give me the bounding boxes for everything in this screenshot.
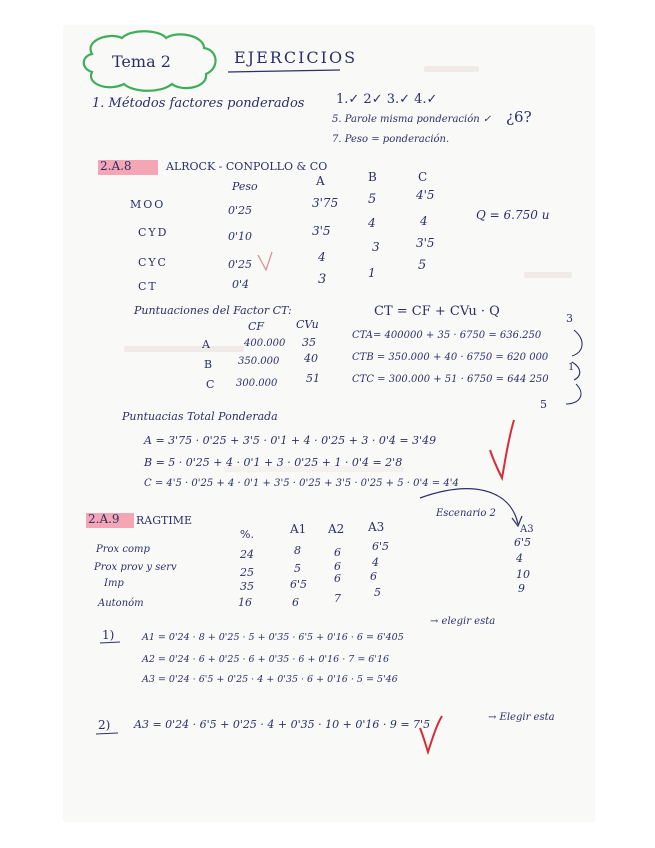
ex28-row-peso: 0'10 xyxy=(228,230,253,243)
ex28-cf-row-cf: 350.000 xyxy=(238,356,280,367)
ex28-row-name: CYC xyxy=(138,256,168,269)
ex29-p2-a3: A3 = 0'24 · 6'5 + 0'25 · 4 + 0'35 · 10 + 0'16 · 9 = 7'5 xyxy=(134,718,431,731)
ex29-p1-num: 1) xyxy=(102,628,115,642)
ex29-head-a3b: A3 xyxy=(520,524,534,535)
ex28-cf-row-cvu: 51 xyxy=(306,372,320,385)
ex28-row-a: 4 xyxy=(318,250,326,264)
ex28-formula: CT = CF + CVu · Q xyxy=(374,304,500,319)
ex28-cf-row-cvu: 40 xyxy=(304,352,318,365)
ex28-head-c: C xyxy=(418,170,428,184)
ex29-row-a2: 6 xyxy=(334,572,341,585)
section1-checks: 1.✓ 2✓ 3.✓ 4.✓ xyxy=(336,92,438,107)
ex29-row-pct: 35 xyxy=(240,580,254,593)
ex29-row-name: Prox prov y serv xyxy=(94,562,177,573)
ex28-row-c: 3'5 xyxy=(416,236,435,250)
section1-note7: 7. Peso = ponderación. xyxy=(332,134,450,145)
ex29-row-a1: 5 xyxy=(294,562,301,575)
ex28-row-a: 3'5 xyxy=(312,224,331,238)
ex28-row-peso: 0'4 xyxy=(232,278,250,291)
ex28-cf-row-name: B xyxy=(204,358,213,371)
ex28-row-a: 3'75 xyxy=(312,196,339,210)
ex29-p1-a3: A3 = 0'24 · 6'5 + 0'25 · 4 + 0'35 · 6 + 0'16 · 5 = 5'46 xyxy=(142,674,398,685)
ex28-total-title: Puntuacias Total Ponderada xyxy=(122,410,278,423)
ex29-row-a3: 6 xyxy=(370,570,377,583)
ex28-row-peso: 0'25 xyxy=(228,258,253,271)
ex29-row-a2: 6 xyxy=(334,560,341,573)
ex28-ct-c: CTC = 300.000 + 51 · 6750 = 644 250 xyxy=(352,374,549,385)
ex28-q-value: Q = 6.750 u xyxy=(476,208,550,222)
ex29-p2-note: → Elegir esta xyxy=(488,712,555,723)
ex28-row-b: 5 xyxy=(368,192,377,207)
ex28-rank-5: 5 xyxy=(540,398,547,411)
ex28-row-a: 3 xyxy=(318,272,327,287)
ex29-row-name: Imp xyxy=(104,578,124,589)
ex28-row-b: 1 xyxy=(368,266,376,280)
section1-question: ¿6? xyxy=(506,108,532,126)
ex29-head-a3: A3 xyxy=(368,520,385,534)
ex28-row-c: 5 xyxy=(418,258,427,273)
ex29-row-a3b: 6'5 xyxy=(514,536,532,549)
ex29-row-a1: 6'5 xyxy=(290,578,308,591)
section1-label: 1. Métodos factores ponderados xyxy=(92,96,305,111)
bubble-text: Tema 2 xyxy=(112,52,171,71)
ex29-title: RAGTIME xyxy=(136,514,192,527)
ex29-row-a2: 6 xyxy=(334,546,341,559)
ex28-tag: 2.A.8 xyxy=(100,159,132,173)
ex28-cf-row-cf: 400.000 xyxy=(244,338,286,349)
ex28-row-c: 4'5 xyxy=(416,188,435,202)
ex29-head-pct: %. xyxy=(240,528,254,541)
ex29-escenario: Escenario 2 xyxy=(436,508,496,519)
ex29-row-a3: 4 xyxy=(372,556,379,569)
ex28-total-b: B = 5 · 0'25 + 4 · 0'1 + 3 · 0'25 + 1 · 0'4 = 2'8 xyxy=(144,456,403,469)
underline-p2 xyxy=(96,733,118,734)
ex28-cf-row-cf: 300.000 xyxy=(236,378,278,389)
ex28-row-b: 4 xyxy=(368,216,376,230)
red-check-icon xyxy=(490,420,514,478)
ex28-cf-row-cvu: 35 xyxy=(302,336,316,349)
ex28-total-a: A = 3'75 · 0'25 + 3'5 · 0'1 + 4 · 0'25 + 3 · 0'4 = 3'49 xyxy=(144,434,437,447)
ex28-rank-3: 3 xyxy=(566,312,573,325)
ex29-p1-a2: A2 = 0'24 · 6 + 0'25 · 6 + 0'35 · 6 + 0'16 · 7 = 6'16 xyxy=(142,654,390,665)
ex28-head-a: A xyxy=(316,174,325,188)
ex28-head-peso: Peso xyxy=(232,180,258,193)
ex28-row-name: CT xyxy=(138,280,158,293)
ex29-head-a2: A2 xyxy=(328,522,345,536)
ex29-p2-num: 2) xyxy=(98,718,111,732)
ex29-row-pct: 25 xyxy=(240,566,254,579)
ex28-title: ALROCK - CONPOLLO & CO xyxy=(166,160,328,173)
arrow-rank-1 xyxy=(572,330,582,356)
small-check-mark xyxy=(258,252,272,270)
ex29-p1-a1-note: → elegir esta xyxy=(430,616,496,627)
ex28-row-b: 3 xyxy=(372,240,380,254)
ex29-row-name: Prox comp xyxy=(96,544,150,555)
ex29-head-a1: A1 xyxy=(290,522,307,536)
section1-note5: 5. Parole misma ponderación ✓ xyxy=(332,114,492,125)
ex29-p1-a1: A1 = 0'24 · 8 + 0'25 · 5 + 0'35 · 6'5 + 0'16 · 6 = 6'405 xyxy=(142,632,404,643)
arrow-rank-3 xyxy=(566,384,581,404)
ex29-row-a1: 6 xyxy=(292,596,299,609)
ex28-ct-b: CTB = 350.000 + 40 · 6750 = 620 000 xyxy=(352,352,549,363)
ex28-row-peso: 0'25 xyxy=(228,204,253,217)
ex29-row-a3: 6'5 xyxy=(372,540,390,553)
ex28-row-name: MOO xyxy=(130,198,166,211)
ex28-cf-row-name: A xyxy=(202,338,210,351)
ex28-head-b: B xyxy=(368,170,377,184)
title-underline xyxy=(228,70,340,72)
ex29-row-a3b: 4 xyxy=(516,552,523,565)
ex29-row-a3: 5 xyxy=(374,586,381,599)
ex29-row-pct: 24 xyxy=(240,548,254,561)
ex29-row-a3b: 9 xyxy=(518,582,525,595)
ex28-total-c: C = 4'5 · 0'25 + 4 · 0'1 + 3'5 · 0'25 + 3'5 · 0'25 + 5 · 0'4 = 4'4 xyxy=(144,478,459,489)
ex29-row-a1: 8 xyxy=(294,544,301,557)
ex29-tag: 2.A.9 xyxy=(88,512,120,526)
ex28-row-c: 4 xyxy=(420,214,428,228)
ex28-cf-head: CF xyxy=(248,320,265,333)
ex29-row-a3b: 10 xyxy=(516,568,530,581)
ex29-row-name: Autonóm xyxy=(98,598,144,609)
ex28-rank-1: 1 xyxy=(568,362,575,373)
ex28-cf-row-name: C xyxy=(206,378,215,391)
underline-p1 xyxy=(100,642,120,643)
ex28-punt-title: Puntuaciones del Factor CT: xyxy=(134,304,292,317)
ex28-row-name: CYD xyxy=(138,226,169,239)
ex29-row-pct: 16 xyxy=(238,596,252,609)
ex28-cvu-head: CVu xyxy=(296,318,319,331)
ex28-ct-a: CTA= 400000 + 35 · 6750 = 636.250 xyxy=(352,330,542,341)
ex29-row-a2: 7 xyxy=(334,592,341,605)
page-title: EJERCICIOS xyxy=(234,48,358,67)
